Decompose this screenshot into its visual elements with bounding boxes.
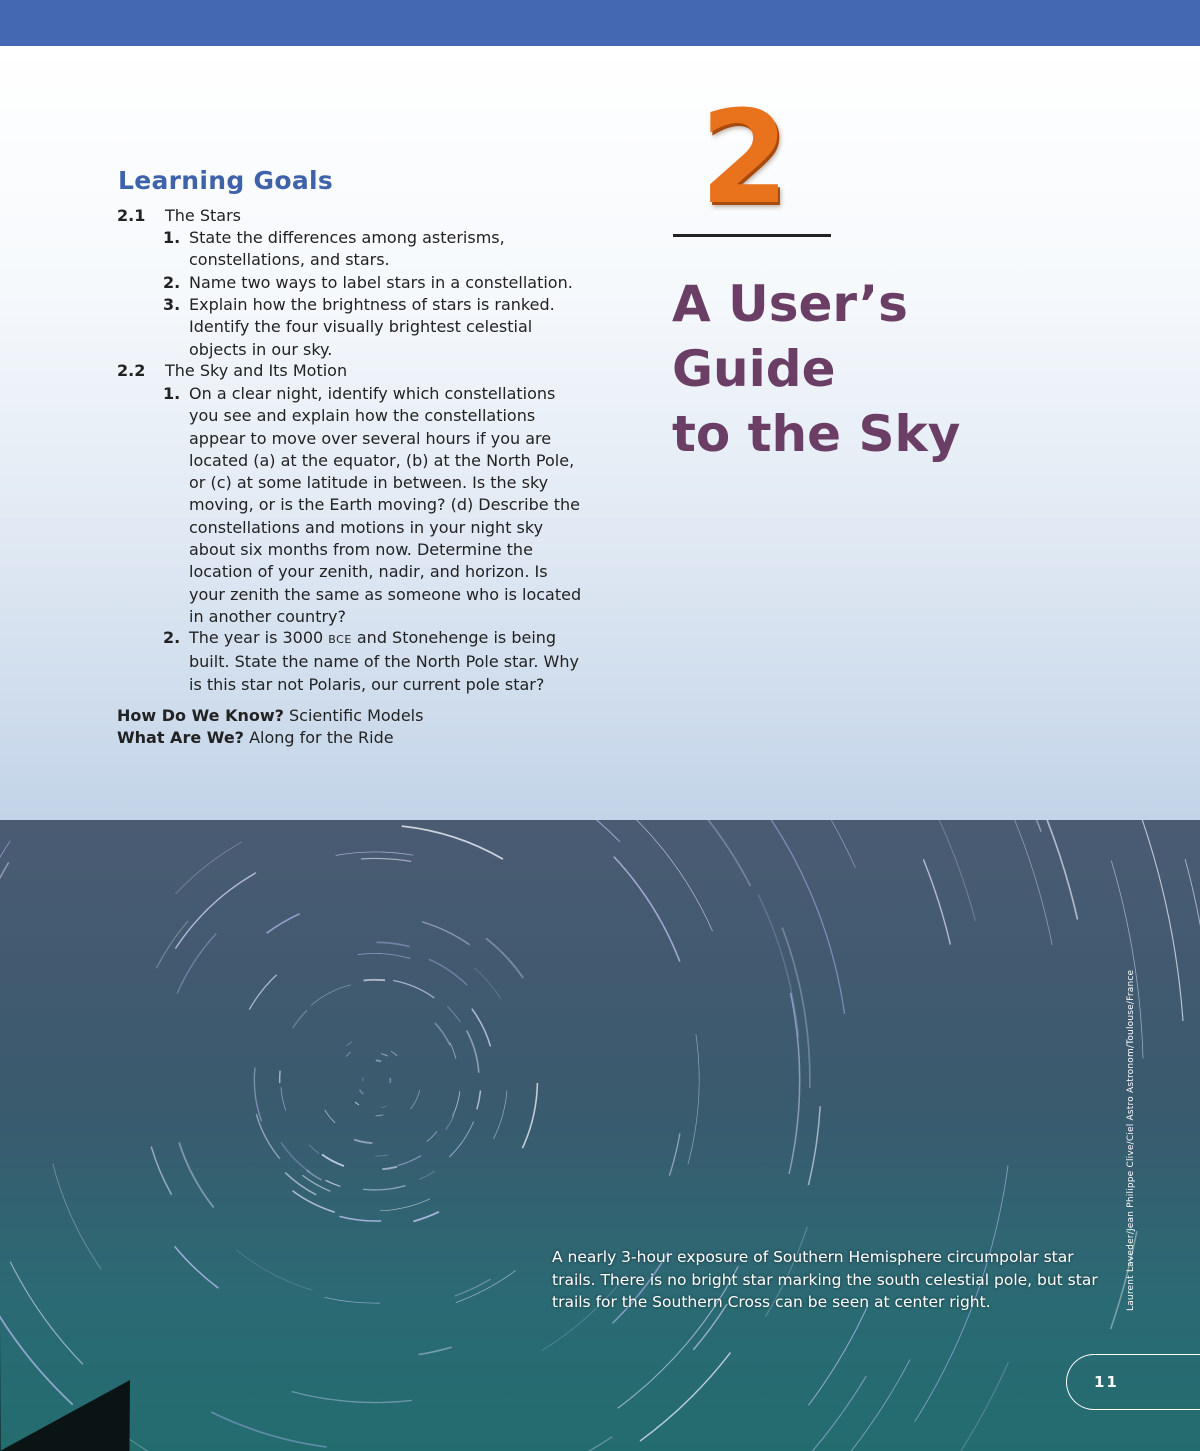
- tree-silhouette: [0, 1320, 130, 1451]
- star-trail: [419, 1347, 452, 1354]
- chapter-title: [672, 272, 1152, 467]
- star-trail: [773, 1376, 866, 1451]
- page-number: 11: [1094, 1373, 1119, 1391]
- feature-title: Along for the Ride: [249, 728, 394, 747]
- star-trail: [151, 1147, 171, 1195]
- star-trail: [381, 1106, 387, 1108]
- star-trail: [453, 1091, 460, 1116]
- star-trail: [311, 985, 351, 1006]
- star-trail: [292, 1392, 412, 1403]
- star-trail: [635, 820, 713, 931]
- feature-what-are-we: [117, 727, 394, 749]
- goal-text: Explain how the brightness of stars is ranked. Identify the four visually brightest celestial objects in our sky.: [189, 295, 555, 359]
- star-trail: [767, 820, 845, 1014]
- star-trail: [376, 1060, 381, 1061]
- star-trail: [377, 942, 410, 946]
- star-trail: [995, 820, 1078, 919]
- star-trail: [363, 1186, 405, 1190]
- star-trail: [249, 975, 276, 1010]
- era-label: BCE: [328, 633, 352, 646]
- star-trail: [346, 1052, 350, 1057]
- star-trail: [175, 1247, 219, 1289]
- feature-label: What Are We?: [117, 728, 244, 747]
- star-trails-photo: [0, 820, 1200, 1451]
- star-trail: [382, 1167, 397, 1169]
- star-trail: [472, 1009, 491, 1047]
- star-trail: [360, 1090, 364, 1094]
- star-trail: [494, 1091, 507, 1139]
- chapter-number: 2: [700, 84, 790, 233]
- learning-goals-heading: Learning Goals: [118, 166, 334, 195]
- goal-number: 2.: [163, 628, 181, 647]
- section-title: The Sky and Its Motion: [165, 361, 348, 380]
- star-trail: [809, 1305, 869, 1405]
- star-trail: [456, 1271, 516, 1303]
- section-number: 2.1: [117, 206, 146, 225]
- star-trail: [397, 1156, 421, 1166]
- star-trail: [391, 1051, 397, 1055]
- chapter-title-line: to the Sky: [672, 405, 961, 463]
- star-trail: [325, 1110, 335, 1123]
- star-trail: [381, 1054, 388, 1057]
- goal-text: [163, 627, 603, 696]
- goal-number: 1.: [163, 228, 181, 247]
- star-trail: [455, 1279, 491, 1296]
- goal-number: 1.: [163, 384, 181, 403]
- star-trail: [614, 857, 680, 962]
- star-trail: [211, 1412, 326, 1447]
- star-trails-image: [0, 820, 1200, 1451]
- star-trail: [177, 933, 216, 993]
- star-trail: [782, 928, 810, 1089]
- star-trail: [176, 842, 242, 894]
- section-title: The Stars: [165, 206, 241, 225]
- goal-text: On a clear night, identify which constellations you see and explain how the constellations appear to move over several hours if you are located (a) at the equator, (b) at the North Pole, or (c) at some latitude in between. Is the sky moving, or is the Earth moving? (d) Describe the constellations and motions in your night sky about six months from now. Determine the location of your zenith, nadir, and horizon. Is your zenith the same as someone who is located in another country?: [189, 384, 582, 626]
- chapter-title-line: Guide: [672, 340, 836, 398]
- star-trail: [450, 1043, 456, 1059]
- star-trail: [435, 1023, 450, 1045]
- star-trail: [346, 1042, 352, 1046]
- star-trail-arcs: [0, 820, 1200, 1451]
- star-trail: [486, 938, 523, 978]
- star-trail: [669, 820, 751, 886]
- star-trail: [402, 826, 503, 859]
- star-trail: [447, 1007, 460, 1023]
- star-trail: [355, 1102, 359, 1105]
- photo-caption: A nearly 3-hour exposure of Southern Hemisphere circumpolar star trails. There is no bright star marking the south celestial pole, but star trails for the Southern Cross can be seen at center right.: [552, 1248, 1098, 1311]
- section-number: 2.2: [117, 361, 146, 380]
- star-trail: [256, 1114, 279, 1158]
- star-trail: [808, 1106, 820, 1185]
- chapter-rule: [673, 234, 831, 237]
- star-trail: [281, 1143, 310, 1173]
- chapter-title-line: A User’s: [672, 275, 908, 333]
- goal-text: Name two ways to label stars in a constellation.: [189, 273, 573, 292]
- goal-number: 2.: [163, 273, 181, 292]
- star-trail: [669, 1133, 680, 1175]
- feature-label: How Do We Know?: [117, 706, 284, 725]
- star-trail: [358, 953, 410, 958]
- goal-2-1-3: [163, 294, 603, 361]
- star-trail: [1185, 859, 1200, 984]
- star-trail: [393, 981, 434, 999]
- star-trail: [380, 1199, 430, 1211]
- star-trail: [915, 1362, 1008, 1451]
- star-trail: [758, 895, 798, 1038]
- page-number-tab: [1066, 1354, 1200, 1410]
- star-trail: [688, 1034, 699, 1164]
- star-trail: [364, 980, 386, 981]
- star-trail: [376, 1115, 384, 1116]
- star-trail: [0, 862, 9, 1035]
- goal-2-1-1: [163, 227, 603, 272]
- star-trail: [413, 1212, 439, 1222]
- star-trail: [236, 1250, 312, 1291]
- star-trail: [806, 1359, 910, 1451]
- star-trail: [989, 820, 1052, 945]
- star-trail: [281, 1087, 286, 1110]
- star-trail: [825, 820, 856, 868]
- star-trail: [936, 820, 975, 921]
- photo-credit: Laurent Laveder/Jean Philippe Clive/Ciel Astro Astronom/Toulouse/France: [1126, 969, 1136, 1311]
- star-trail: [501, 1437, 613, 1451]
- star-trail: [361, 858, 411, 861]
- goal-text-part: The year is 3000: [189, 628, 329, 647]
- star-trail: [477, 1091, 481, 1110]
- star-trail: [422, 922, 470, 945]
- feature-how-do-we-know: [117, 705, 423, 727]
- goal-2-2-2: [163, 627, 603, 696]
- feature-title: Scientific Models: [289, 706, 424, 725]
- star-trail: [411, 1090, 420, 1109]
- star-trail: [429, 959, 468, 985]
- goal-2-2-1: [163, 383, 603, 628]
- star-trail: [475, 968, 501, 999]
- star-trail: [285, 1173, 316, 1195]
- goal-text-part: and Stonehenge is being built. State the name of the North Pole star. Why is this star not Polaris, our current pole star?: [189, 628, 579, 694]
- star-trail: [789, 993, 799, 1174]
- star-trail: [309, 1145, 319, 1154]
- star-trail: [179, 1143, 214, 1208]
- star-trail: [322, 1155, 344, 1167]
- star-trail: [1142, 820, 1183, 1021]
- star-trail: [354, 1140, 372, 1143]
- star-trail: [375, 1155, 388, 1156]
- star-trail: [326, 1180, 341, 1186]
- star-trail: [156, 921, 188, 968]
- star-trail: [0, 841, 10, 984]
- goal-2-1-2: [163, 272, 603, 294]
- star-trail: [293, 1010, 307, 1028]
- star-trail: [540, 820, 620, 842]
- top-color-bar: [0, 0, 1200, 46]
- star-trail: [325, 1297, 380, 1303]
- star-trail: [449, 1121, 474, 1157]
- star-trail: [522, 1083, 537, 1148]
- star-trail: [427, 1131, 437, 1142]
- star-trail: [267, 914, 300, 934]
- star-trail: [0, 1292, 73, 1404]
- star-trail: [419, 1171, 434, 1179]
- star-trail: [339, 1216, 381, 1221]
- star-trail: [923, 859, 950, 944]
- star-trail: [336, 852, 414, 855]
- goal-text: State the differences among asterisms, constellations, and stars.: [189, 228, 505, 270]
- star-trail: [467, 1031, 479, 1073]
- star-trail: [640, 1353, 731, 1442]
- star-trail: [53, 1164, 101, 1269]
- goal-number: 3.: [163, 295, 181, 314]
- star-trail: [446, 1116, 454, 1130]
- star-trail: [175, 873, 256, 949]
- star-trail: [254, 1068, 261, 1122]
